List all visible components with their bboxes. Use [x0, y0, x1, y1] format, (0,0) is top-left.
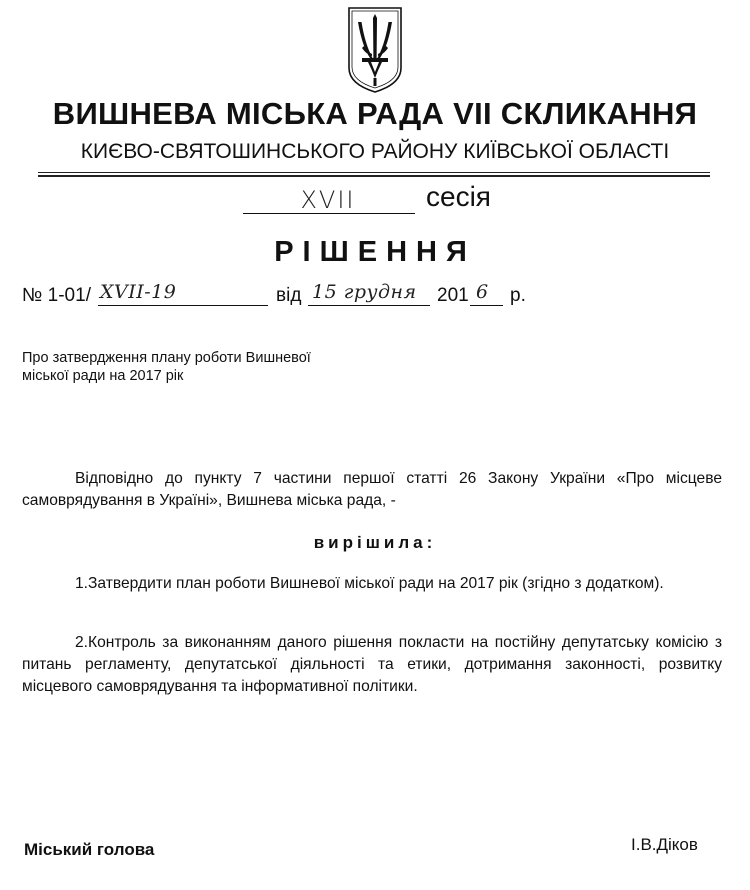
- session-underline: [243, 213, 415, 214]
- handwritten-year-digit: 6: [476, 281, 489, 303]
- date-prefix: від: [276, 285, 302, 306]
- signature-position: Міський голова: [24, 840, 155, 859]
- decision-subject: [22, 349, 311, 385]
- number-prefix: № 1-01/: [22, 285, 91, 306]
- district-subtitle: КИЄВО-СВЯТОШИНСЬКОГО РАЙОНУ КИЇВСЬКОЇ ОБЛАСТІ: [80, 140, 670, 163]
- decision-item-1: 1.Затвердити план роботи Вишневої міської ради на 2017 рік (згідно з додатком).: [75, 575, 664, 592]
- resolved-heading: вирішила:: [313, 533, 437, 552]
- year-underline: [470, 305, 503, 306]
- subject-line-1: Про затвердження плану роботи Вишневої: [22, 350, 311, 366]
- decision-item-2: 2.Контроль за виконанням даного рішення покласти на постійну депутатську комісію з питань регламенту, депутатської діяльності та етики, дотримання законності, розвитку місцевого самоврядування та інформативної політики.: [22, 634, 722, 695]
- year-suffix: р.: [510, 285, 526, 306]
- session-number: XVII: [300, 186, 356, 214]
- council-title: ВИШНЕВА МІСЬКА РАДА VII СКЛИКАННЯ: [52, 96, 698, 131]
- header-divider: [38, 172, 710, 173]
- preamble-paragraph: Відповідно до пункту 7 частини першої статті 26 Закону України «Про місцеве самоврядування в Україні», Вишнева міська рада, -: [22, 470, 722, 509]
- document-type-title: РІШЕННЯ: [274, 236, 476, 268]
- tryzub-coat-of-arms-icon: [346, 6, 404, 94]
- handwritten-number: XVII-19: [100, 281, 177, 303]
- handwritten-date: 15 грудня: [312, 281, 417, 303]
- session-label: сесія: [426, 181, 491, 212]
- number-underline: [98, 305, 268, 306]
- date-underline: [308, 305, 430, 306]
- subject-line-2: міської ради на 2017 рік: [22, 368, 184, 384]
- signature-name: І.В.Діков: [631, 835, 698, 854]
- year-prefix: 201: [437, 285, 469, 306]
- header-divider-second: [38, 175, 710, 177]
